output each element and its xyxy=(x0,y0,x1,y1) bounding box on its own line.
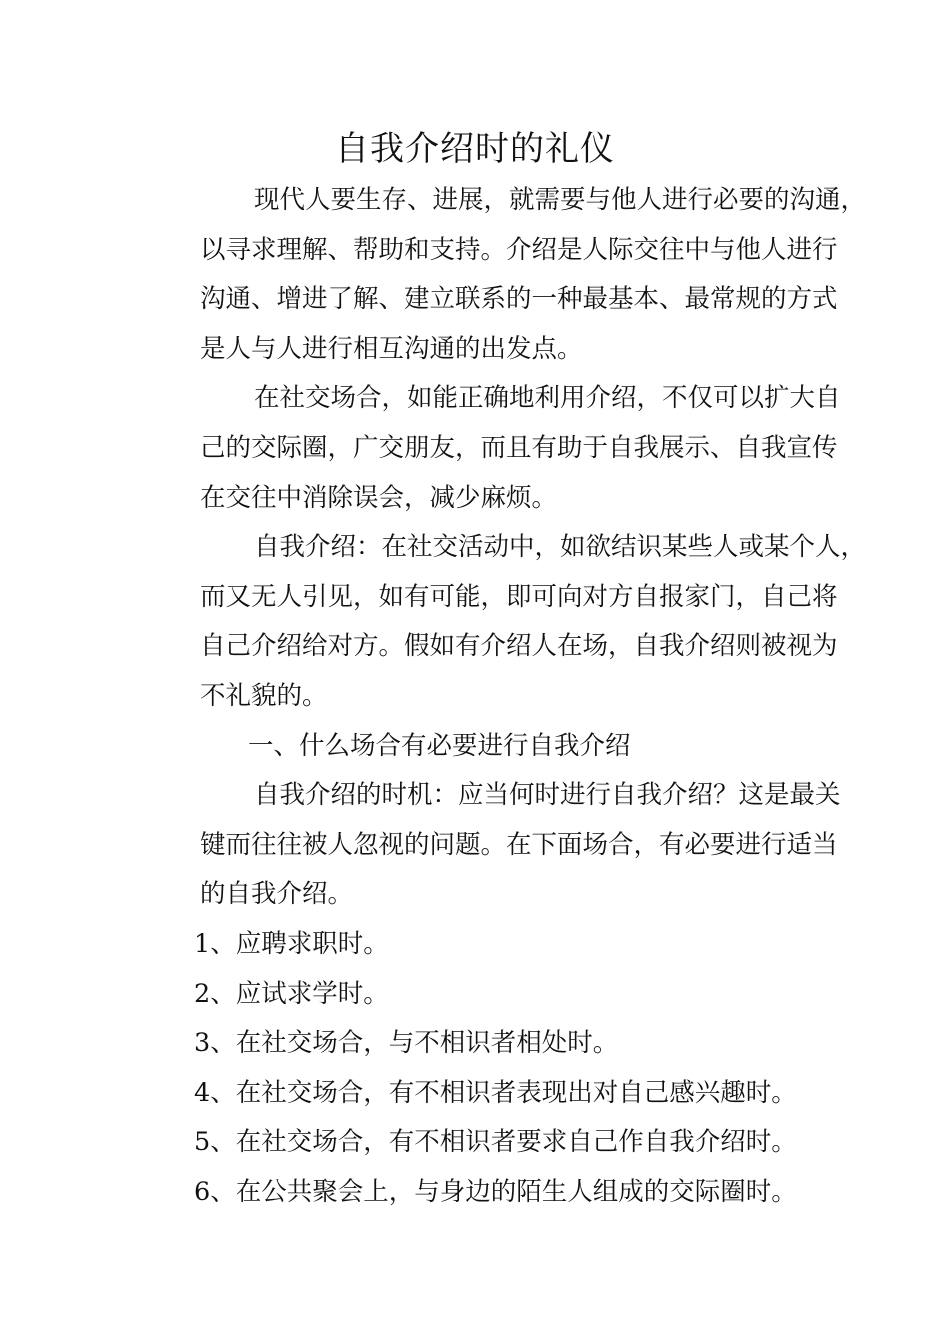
paragraph-line: 自我介绍的时机：应当何时进行自我介绍？这是最关 xyxy=(254,780,841,811)
paragraph-line: 现代人要生存、进展，就需要与他人进行必要的沟通， xyxy=(254,185,867,215)
paragraph-line: 键而往往被人忽视的问题。在下面场合，有必要进行适当 xyxy=(200,829,838,860)
paragraph-line: 自我介绍：在社交活动中，如欲结识某些人或某个人， xyxy=(254,532,867,563)
document-body xyxy=(146,176,867,1217)
paragraph-self-introduction xyxy=(146,523,867,721)
list-item: 6、在公共聚会上，与身边的陌生人组成的交际圈时。 xyxy=(194,1176,797,1207)
paragraph-line: 不礼貌的。 xyxy=(200,680,328,711)
paragraph-line: 在交往中消除误会，减少麻烦。 xyxy=(200,482,558,513)
occasion-list xyxy=(146,920,821,1218)
section-heading-text: 一、什么场合有必要进行自我介绍 xyxy=(248,730,631,761)
list-item: 3、在社交场合，与不相识者相处时。 xyxy=(194,1028,619,1059)
list-item: 1、应聘求职时。 xyxy=(194,928,389,959)
paragraph-line: 而又无人引见，如有可能，即可向对方自报家门，自己将 xyxy=(200,581,838,612)
list-item: 2、应试求学时。 xyxy=(194,978,389,1009)
section-heading xyxy=(146,722,821,772)
document-title: 自我介绍时的礼仪 xyxy=(335,129,615,169)
paragraph-line: 自己介绍给对方。假如有介绍人在场，自我介绍则被视为 xyxy=(200,631,838,662)
paragraph-line: 以寻求理解、帮助和支持。介绍是人际交往中与他人进行 xyxy=(200,234,838,265)
list-item: 4、在社交场合，有不相识者表现出对自己感兴趣时。 xyxy=(194,1077,797,1108)
paragraph-line: 己的交际圈，广交朋友，而且有助于自我展示、自我宣传 xyxy=(200,432,838,463)
paragraph-social-occasions xyxy=(146,374,841,523)
paragraph-intro xyxy=(146,176,867,374)
paragraph-timing xyxy=(146,771,841,920)
paragraph-line: 在社交场合，如能正确地利用介绍，不仅可以扩大自 xyxy=(254,383,841,414)
paragraph-line: 沟通、增进了解、建立联系的一种最基本、最常规的方式 xyxy=(200,284,838,315)
paragraph-line: 是人与人进行相互沟通的出发点。 xyxy=(200,333,583,364)
paragraph-line: 的自我介绍。 xyxy=(200,879,354,910)
list-item: 5、在社交场合，有不相识者要求自己作自我介绍时。 xyxy=(194,1127,797,1158)
